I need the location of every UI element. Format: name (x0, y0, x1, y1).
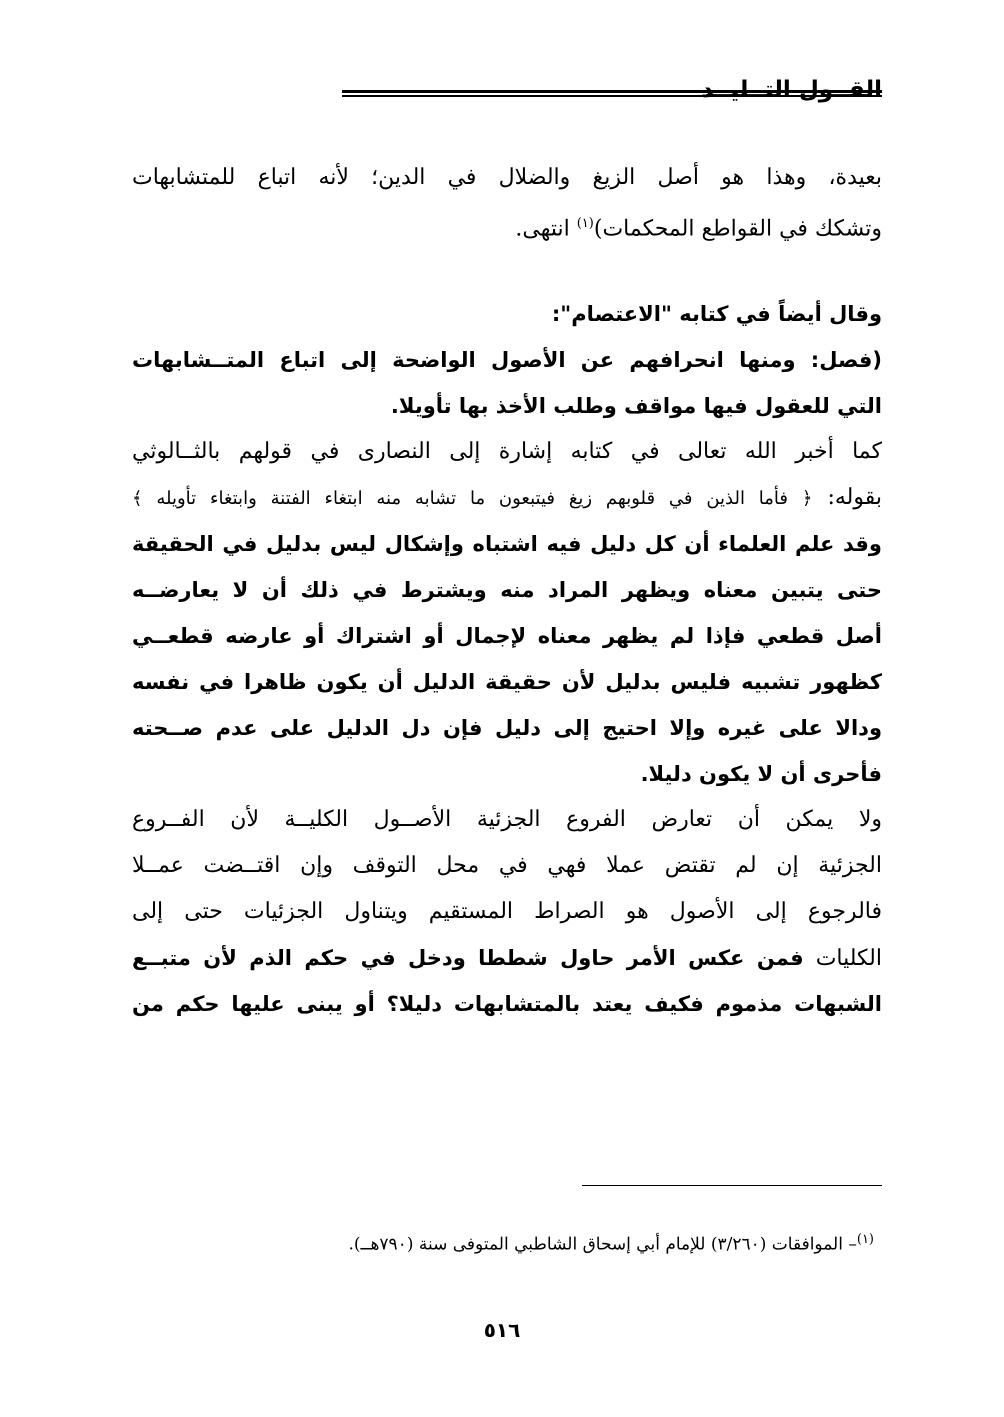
text-line: (فصل: ومنها انحرافهم عن الأصول الواضحة إلى اتباع المتــشابهات (132, 348, 882, 372)
text-line: أصل قطعي فإذا لم يظهر معناه لإجمال أو اشتراك أو عارضه قطعــي (132, 624, 882, 648)
text-line: الكليات فمن عكس الأمر حاول شططا ودخل في حكم الذم لأن متبــع (132, 946, 882, 971)
footnote-text: – الموافقات (٣/٢٦٠) للإمام أبي إسحاق الشاطبي المتوفى سنة (٧٩٠هــ). (348, 1234, 857, 1255)
main-text (132, 155, 882, 1027)
footnote (348, 1232, 874, 1255)
text-line: الشبهات مذموم فكيف يعتد بالمتشابهات دليلا؟ أو يبنى عليها حكم من (132, 992, 882, 1016)
text-line: وتشكك في القواطع المحكمات)$^{(١)}$ انتهى. (515, 216, 882, 242)
page-number: ٥١٦ (483, 1318, 521, 1342)
text-line: وقال أيضاً في كتابه "الاعتصام": (551, 302, 882, 326)
text-line: بعيدة، وهذا هو أصل الزيغ والضلال في الدين؛ لأنه اتباع للمتشابهات (132, 165, 882, 190)
quran-verse: ﴿ فأما الذين في قلوبهم زيغ فيتبعون ما تشابه منه ابتغاء الفتنة وابتغاء تأويله ﴾ (132, 488, 813, 509)
text-line: بقوله: ﴿ فأما الذين في قلوبهم زيغ فيتبعون ما تشابه منه ابتغاء الفتنة وابتغاء تأويله ﴾ (132, 485, 882, 510)
text-line: فالرجوع إلى الأصول هو الصراط المستقيم ويتناول الجزئيات حتى إلى (132, 899, 882, 924)
text-line: فأحرى أن لا يكون دليلا. (640, 762, 882, 786)
header-rule (342, 90, 882, 97)
running-title: القــول التــليــد (701, 77, 882, 103)
paragraph-gap (132, 247, 882, 291)
text-line: ودالا على غيره وإلا احتيج إلى دليل فإن دل الدليل على عدم صــحته (132, 716, 882, 740)
footnote-ref: (١) (576, 216, 594, 231)
text-line: وقد علم العلماء أن كل دليل فيه اشتباه وإشكال ليس بدليل في الحقيقة (132, 532, 882, 556)
text-line: حتى يتبين معناه ويظهر المراد منه ويشترط في ذلك أن لا يعارضــه (132, 578, 882, 602)
text-line: الجزئية إن لم تقتض عملا فهي في محل التوقف وإن اقتــضت عمــلا (132, 853, 882, 878)
text-line: كظهور تشبيه فليس بدليل لأن حقيقة الدليل أن يكون ظاهرا في نفسه (132, 670, 882, 694)
footnote-separator (582, 1185, 882, 1186)
footnote-marker: (١) (856, 1232, 874, 1247)
text-line: كما أخبر الله تعالى في كتابه إشارة إلى النصارى في قولهم بالثــالوثي (132, 439, 882, 464)
text-line: التي للعقول فيها مواقف وطلب الأخذ بها تأويلا. (390, 394, 882, 418)
page-header (130, 74, 882, 114)
text-line: ولا يمكن أن تعارض الفروع الجزئية الأصــول الكليــة لأن الفــروع (132, 807, 882, 832)
